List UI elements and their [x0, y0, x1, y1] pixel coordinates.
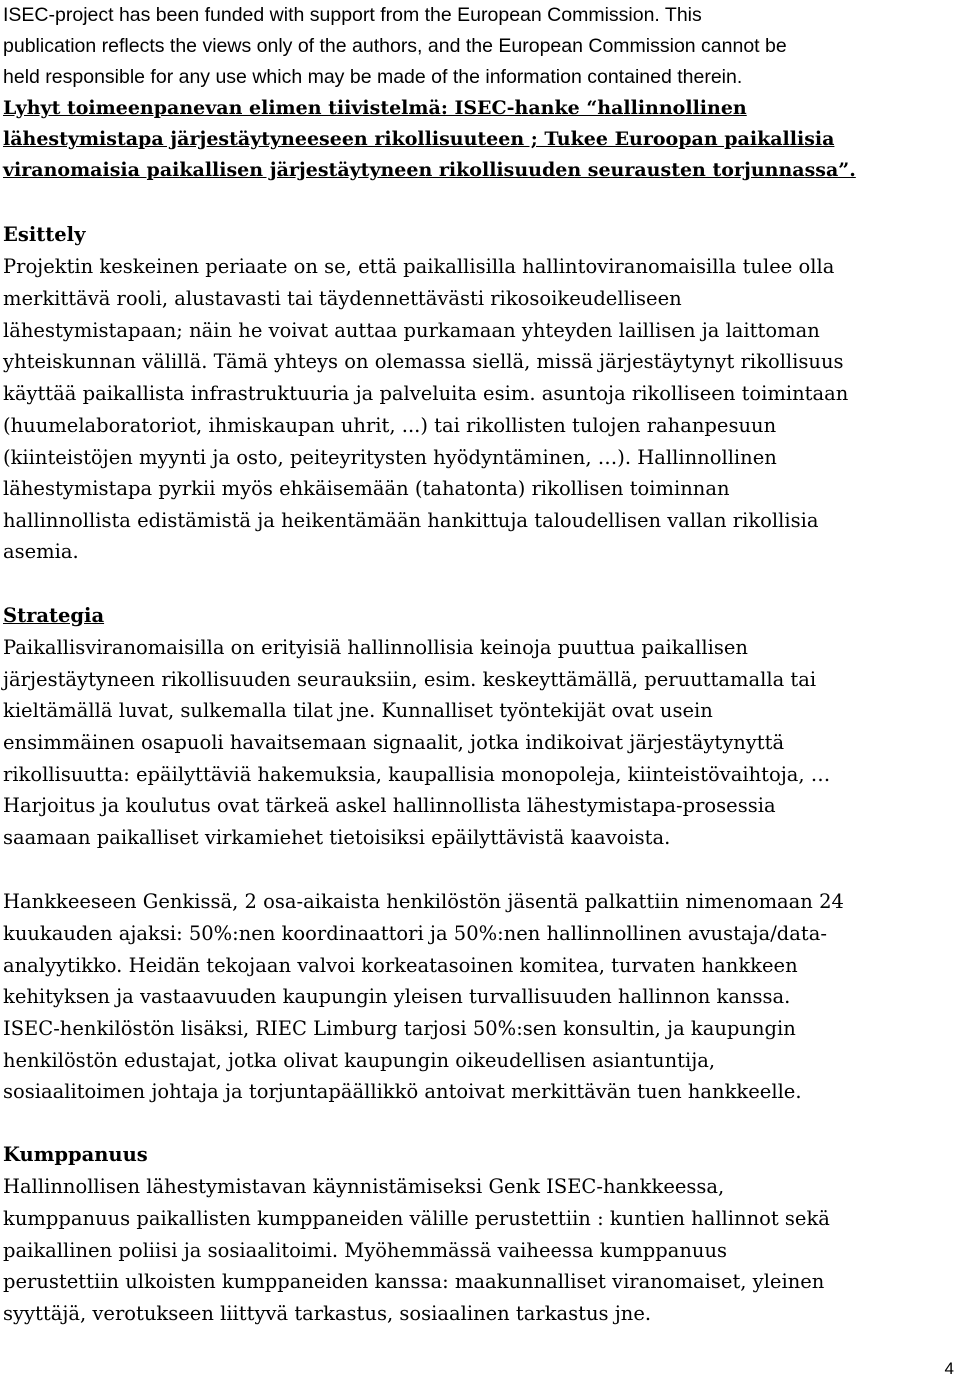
- esittely-line: yhteiskunnan välillä. Tämä yhteys on olemassa siellä, missä järjestäytynyt rikollisuus: [3, 350, 844, 373]
- strategia-line: kieltämällä luvat, sulkemalla tilat jne. Kunnalliset työntekijät ovat usein: [3, 699, 713, 722]
- summary-title-line-2: lähestymistapa järjestäytyneeseen rikollisuuteen ; Tukee Euroopan paikallisia: [3, 128, 835, 150]
- esittely-line: käyttää paikallista infrastruktuuria ja palveluita esim. asuntoja rikolliseen toimintaan: [3, 382, 849, 405]
- disclaimer-line-1: ISEC-project has been funded with support from the European Commission. This: [3, 4, 702, 26]
- summary-title-line-1: Lyhyt toimeenpanevan elimen tiivistelmä: ISEC-hanke “hallinnollinen: [3, 97, 747, 119]
- kumppanuus-line: paikallinen poliisi ja sosiaalitoimi. Myöhemmässä vaiheessa kumppanuus: [3, 1239, 728, 1262]
- hankkeeseen-line: sosiaalitoimen johtaja ja torjuntapäällikkö antoivat merkittävän tuen hankkeelle.: [3, 1080, 802, 1103]
- summary-title-line-3: viranomaisia paikallisen järjestäytyneen rikollisuuden seurausten torjunnassa”.: [3, 159, 856, 181]
- strategia-line: Paikallisviranomaisilla on erityisiä hallinnollisia keinoja puuttua paikallisen: [3, 636, 748, 659]
- kumppanuus-line: kumppanuus paikallisten kumppaneiden välille perustettiin : kuntien hallinnot sekä: [3, 1207, 830, 1230]
- strategia-line: järjestäytyneen rikollisuuden seurauksiin, esim. keskeyttämällä, peruuttamalla tai: [3, 668, 817, 691]
- hankkeeseen-line: analyytikko. Heidän tekojaan valvoi korkeatasoinen komitea, turvaten hankkeen: [3, 954, 798, 977]
- hankkeeseen-line: henkilöstön edustajat, jotka olivat kaupungin oikeudellisen asiantuntija,: [3, 1049, 716, 1072]
- funding-disclaimer: [3, 0, 958, 93]
- hankkeeseen-line: kehityksen ja vastaavuuden kaupungin yleisen turvallisuuden hallinnon kanssa.: [3, 985, 791, 1008]
- section-heading-kumppanuus: Kumppanuus: [3, 1143, 148, 1166]
- disclaimer-line-2: publication reflects the views only of the authors, and the European Commission cannot be: [3, 35, 787, 57]
- disclaimer-line-3: held responsible for any use which may be made of the information contained therein.: [3, 66, 743, 88]
- section-heading-strategia: Strategia: [3, 604, 105, 627]
- kumppanuus-line: perustettiin ulkoisten kumppaneiden kanssa: maakunnalliset viranomaiset, yleinen: [3, 1270, 825, 1293]
- hankkeeseen-line: Hankkeeseen Genkissä, 2 osa-aikaista henkilöstön jäsentä palkattiin nimenomaan 24: [3, 890, 844, 913]
- esittely-line: merkittävä rooli, alustavasti tai täydennettävästi rikosoikeudelliseen: [3, 287, 682, 310]
- esittely-line: lähestymistapaan; näin he voivat auttaa purkamaan yhteyden laillisen ja laittoman: [3, 319, 820, 342]
- hankkeeseen-line: ISEC-henkilöstön lisäksi, RIEC Limburg tarjosi 50%:sen konsultin, ja kaupungin: [3, 1017, 796, 1040]
- esittely-line: Projektin keskeinen periaate on se, että paikallisilla hallintoviranomaisilla tulee olla: [3, 255, 835, 278]
- esittely-line: lähestymistapa pyrkii myös ehkäisemään (tahatonta) rikollisen toiminnan: [3, 477, 730, 500]
- strategia-line: ensimmäinen osapuoli havaitsemaan signaalit, jotka indikoivat järjestäytynyttä: [3, 731, 785, 754]
- strategia-line: saamaan paikalliset virkamiehet tietoisiksi epäilyttävistä kaavoista.: [3, 826, 671, 849]
- section-heading-esittely: Esittely: [3, 223, 86, 246]
- hankkeeseen-line: kuukauden ajaksi: 50%:nen koordinaattori ja 50%:nen hallinnollinen avustaja/data-: [3, 922, 827, 945]
- strategia-line: Harjoitus ja koulutus ovat tärkeä askel hallinnollista lähestymistapa-prosessia: [3, 794, 776, 817]
- esittely-line: (huumelaboratoriot, ihmiskaupan uhrit, ...) tai rikollisten tulojen rahanpesuun: [3, 414, 777, 437]
- esittely-line: hallinnollista edistämistä ja heikentämään hankittuja taloudellisen vallan rikollisia: [3, 509, 819, 532]
- esittely-line: (kiinteistöjen myynti ja osto, peiteyritysten hyödyntäminen, …). Hallinnollinen: [3, 446, 777, 469]
- strategia-line: rikollisuutta: epäilyttäviä hakemuksia, kaupallisia monopoleja, kiinteistövaihtoja, …: [3, 763, 831, 786]
- esittely-line: asemia.: [3, 540, 79, 563]
- kumppanuus-line: Hallinnollisen lähestymistavan käynnistämiseksi Genk ISEC-hankkeessa,: [3, 1175, 725, 1198]
- page-number: 4: [944, 1359, 954, 1378]
- kumppanuus-line: syyttäjä, verotukseen liittyvä tarkastus, sosiaalinen tarkastus jne.: [3, 1302, 652, 1325]
